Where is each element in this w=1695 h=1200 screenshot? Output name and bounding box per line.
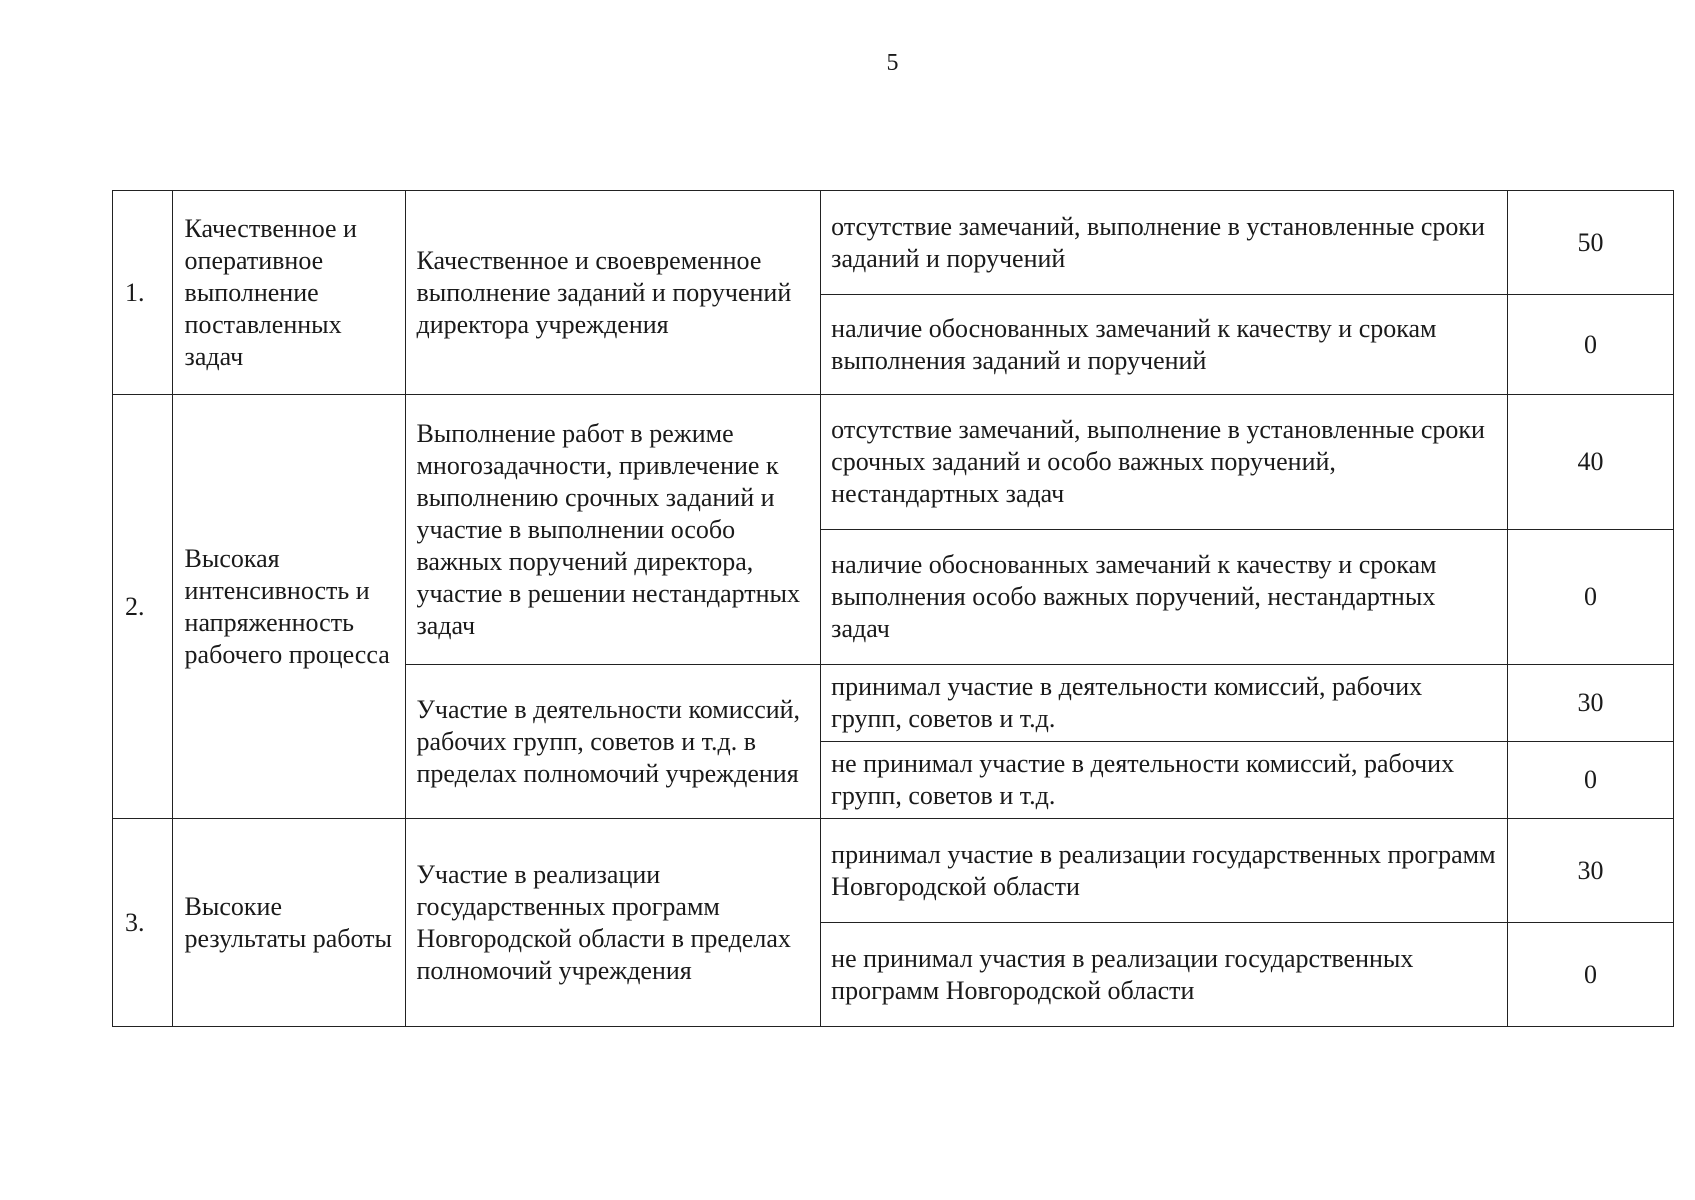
table-row bbox=[113, 819, 1674, 923]
criteria-table bbox=[112, 190, 1674, 1027]
criterion-number: 1. bbox=[113, 191, 173, 395]
condition-text: принимал участие в реализации государственных программ Новгородской области bbox=[821, 819, 1508, 923]
criterion-name: Качественное и оперативное выполнение поставленных задач bbox=[172, 191, 406, 395]
criterion-name: Высокие результаты работы bbox=[172, 819, 406, 1027]
condition-text: наличие обоснованных замечаний к качеству и срокам выполнения особо важных поручений, нестандартных задач bbox=[821, 530, 1508, 665]
score-value: 30 bbox=[1508, 819, 1674, 923]
criterion-number: 2. bbox=[113, 395, 173, 819]
indicator-text: Участие в деятельности комиссий, рабочих групп, советов и т.д. в пределах полномочий учреждения bbox=[406, 665, 821, 819]
table-row bbox=[113, 191, 1674, 295]
indicator-text: Выполнение работ в режиме многозадачности, привлечение к выполнению срочных заданий и участие в выполнении особо важных поручений директора, участие в решении нестандартных задач bbox=[406, 395, 821, 665]
score-value: 30 bbox=[1508, 665, 1674, 742]
score-value: 0 bbox=[1508, 923, 1674, 1027]
condition-text: не принимал участие в деятельности комиссий, рабочих групп, советов и т.д. bbox=[821, 742, 1508, 819]
score-value: 0 bbox=[1508, 530, 1674, 665]
table-row bbox=[113, 395, 1674, 530]
indicator-text: Качественное и своевременное выполнение заданий и поручений директора учреждения bbox=[406, 191, 821, 395]
criterion-number: 3. bbox=[113, 819, 173, 1027]
score-value: 0 bbox=[1508, 742, 1674, 819]
condition-text: принимал участие в деятельности комиссий, рабочих групп, советов и т.д. bbox=[821, 665, 1508, 742]
score-value: 40 bbox=[1508, 395, 1674, 530]
score-value: 0 bbox=[1508, 295, 1674, 395]
score-value: 50 bbox=[1508, 191, 1674, 295]
condition-text: отсутствие замечаний, выполнение в установленные сроки срочных заданий и особо важных поручений, нестандартных задач bbox=[821, 395, 1508, 530]
indicator-text: Участие в реализации государственных программ Новгородской области в пределах полномочий учреждения bbox=[406, 819, 821, 1027]
page-number: 5 bbox=[886, 50, 899, 76]
condition-text: не принимал участия в реализации государственных программ Новгородской области bbox=[821, 923, 1508, 1027]
criterion-name: Высокая интенсивность и напряженность рабочего процесса bbox=[172, 395, 406, 819]
condition-text: отсутствие замечаний, выполнение в установленные сроки заданий и поручений bbox=[821, 191, 1508, 295]
condition-text: наличие обоснованных замечаний к качеству и срокам выполнения заданий и поручений bbox=[821, 295, 1508, 395]
